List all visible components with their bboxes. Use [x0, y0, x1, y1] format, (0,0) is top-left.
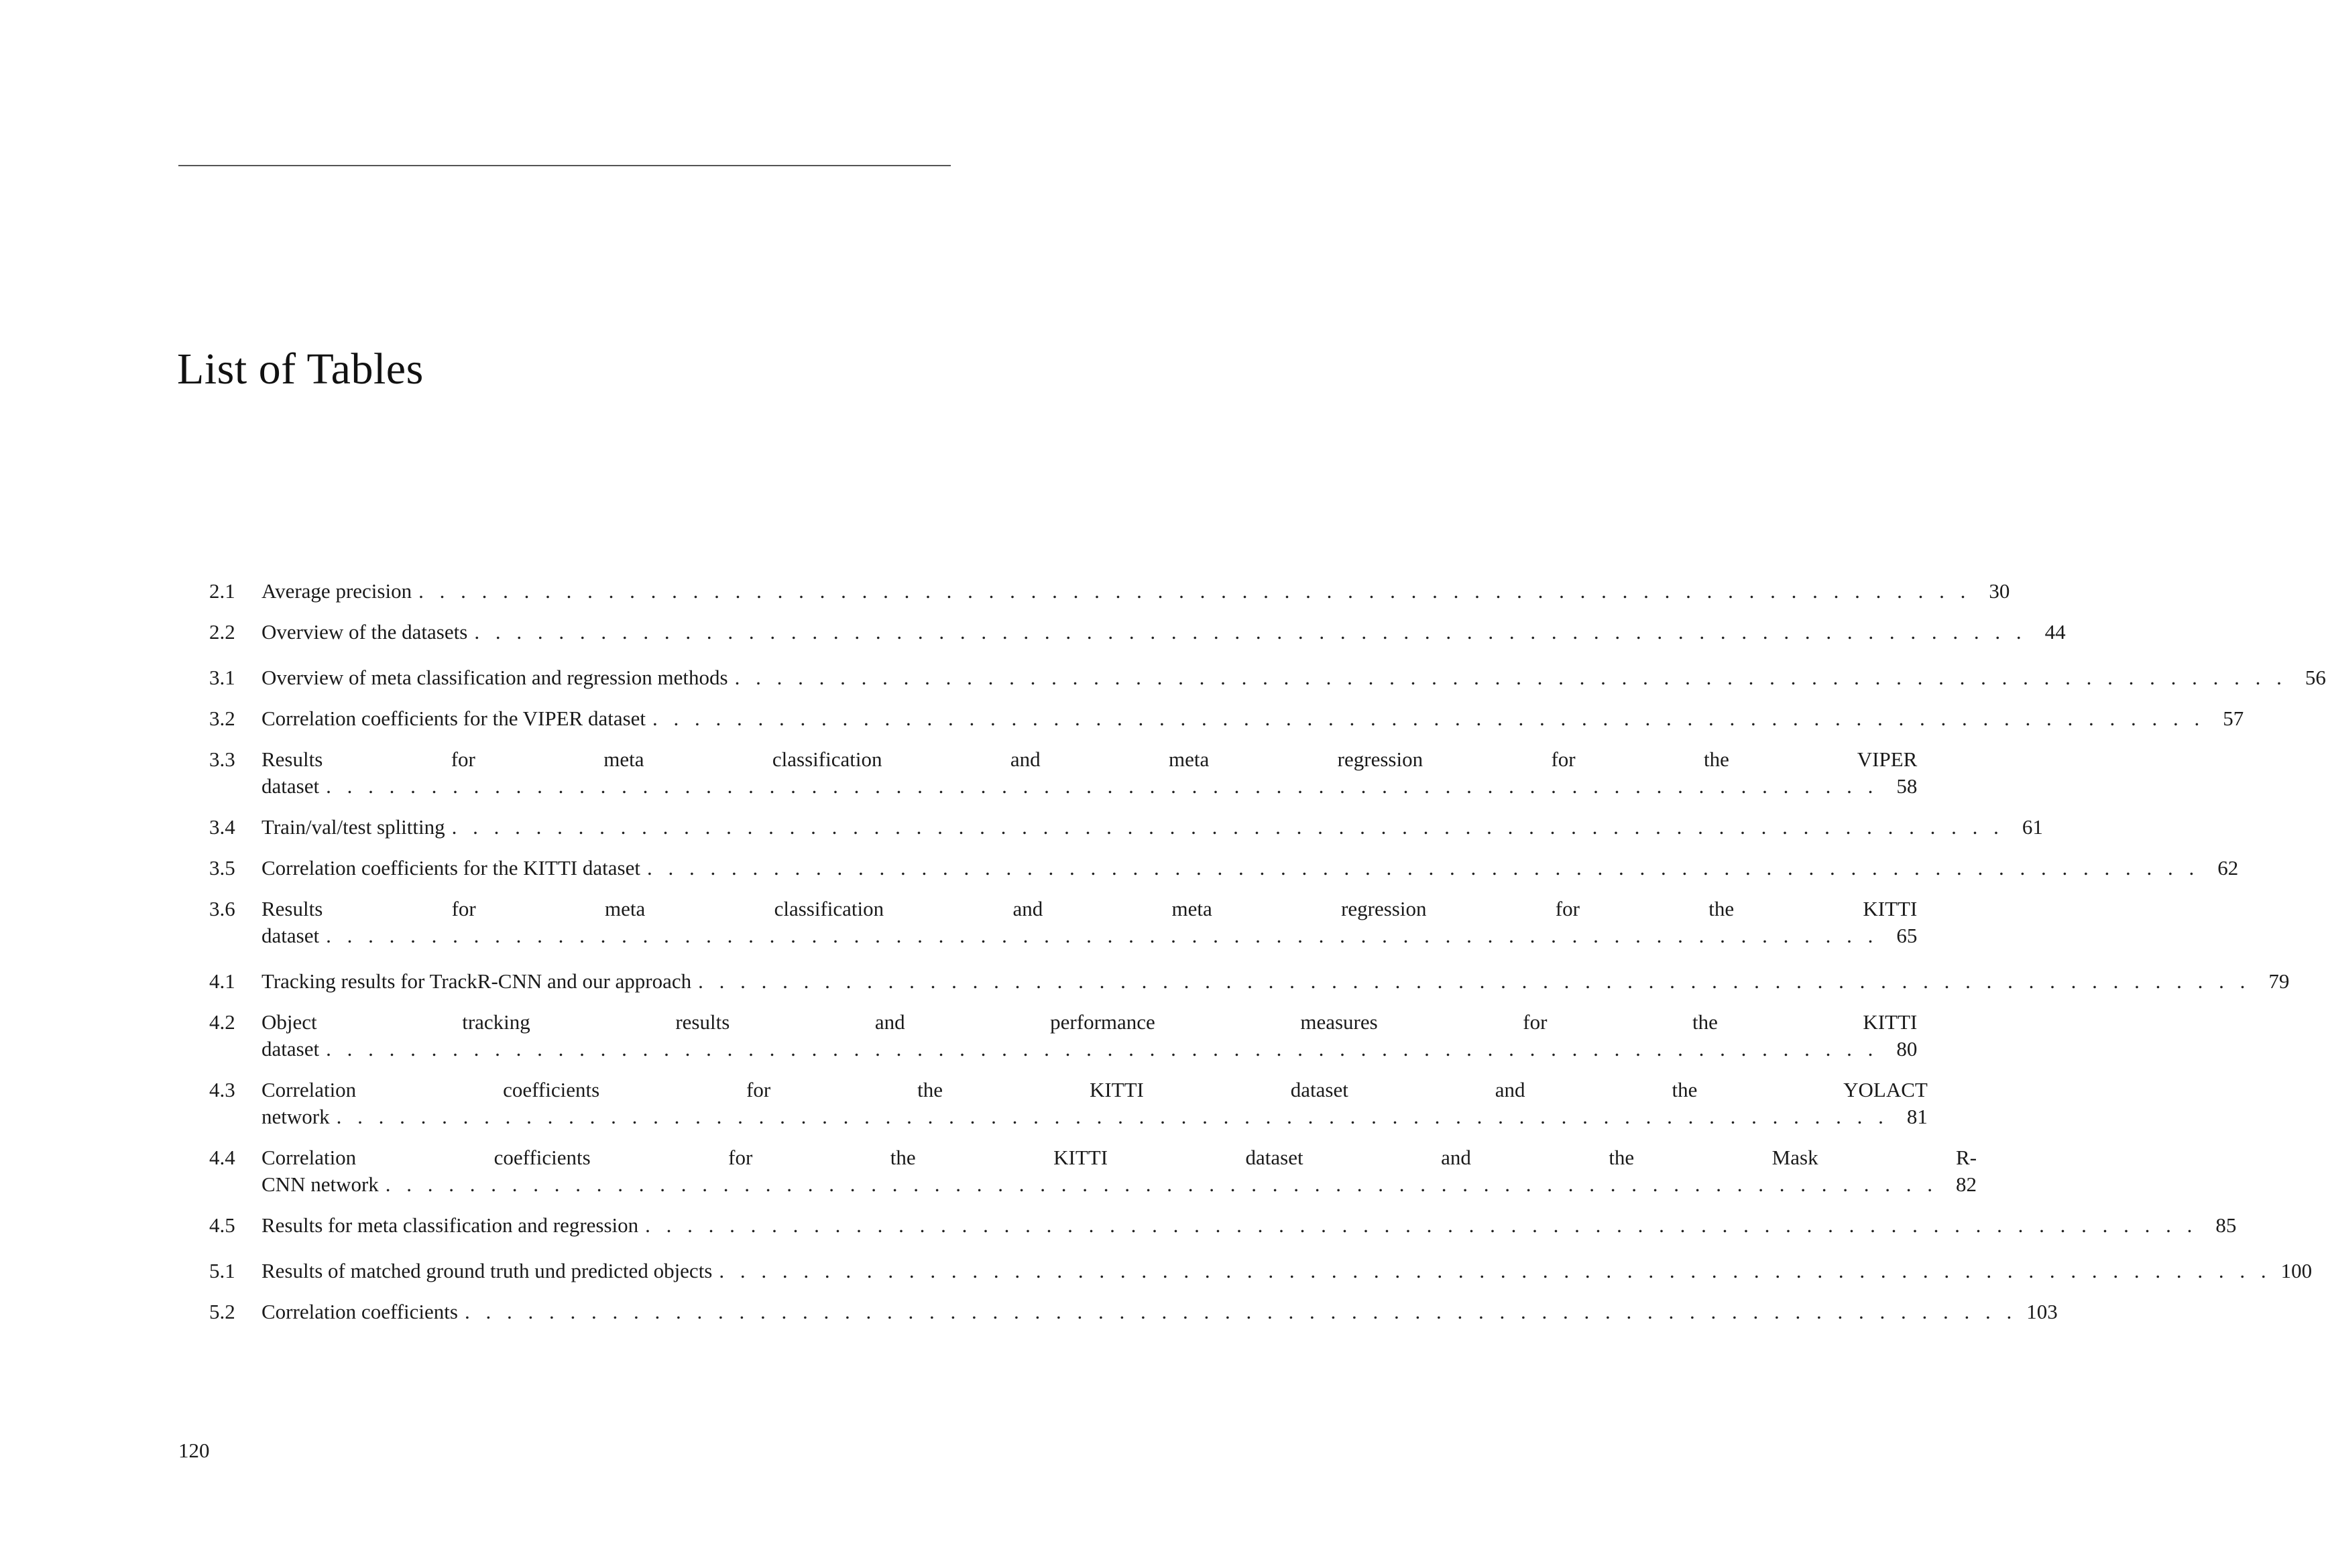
lot-entry[interactable]	[209, 896, 1918, 949]
page-reference[interactable]: 81	[1906, 1105, 1928, 1128]
entry-body	[261, 746, 1917, 800]
page-reference[interactable]: 56	[2305, 666, 2326, 689]
table-caption[interactable]: Overview of the datasets	[261, 620, 468, 644]
lot-entry[interactable]	[209, 855, 2239, 882]
table-number: 3.1	[209, 666, 235, 689]
table-number: 3.2	[209, 707, 235, 730]
table-caption[interactable]: network	[261, 1105, 330, 1128]
page-reference[interactable]: 65	[1896, 924, 1918, 947]
page-title: List of Tables	[177, 345, 424, 394]
page-reference[interactable]: 100	[2280, 1259, 2313, 1282]
dot-leader	[319, 1036, 1887, 1063]
table-caption-first-line: Correlation coefficients for the KITTI dataset and the YOLACT	[261, 1078, 1928, 1101]
table-number: 2.1	[209, 579, 235, 603]
list-of-tables	[209, 578, 2326, 1344]
table-caption[interactable]: Train/val/test splitting	[261, 815, 445, 839]
caption-last-line	[261, 1258, 2312, 1284]
caption-last-line	[261, 855, 2238, 882]
caption-last-line	[261, 664, 2326, 691]
entry-body	[261, 578, 2010, 605]
entry-body	[261, 1009, 1917, 1063]
lot-entry[interactable]	[209, 1258, 2313, 1284]
lot-entry[interactable]	[209, 664, 2326, 691]
dot-leader	[379, 1171, 1947, 1198]
table-number: 4.5	[209, 1213, 235, 1237]
lot-group	[209, 664, 2326, 949]
table-caption[interactable]: dataset	[261, 924, 320, 947]
lot-entry[interactable]	[209, 1009, 1918, 1063]
table-number: 2.2	[209, 620, 235, 644]
page-reference[interactable]: 57	[2223, 707, 2244, 730]
caption-last-line	[261, 1036, 1917, 1063]
lot-group	[209, 968, 2290, 1239]
header-rule	[178, 165, 951, 166]
entry-body	[261, 968, 2289, 995]
caption-last-line	[261, 1103, 1928, 1130]
dot-leader	[728, 664, 2296, 691]
caption-last-line	[261, 578, 2010, 605]
caption-last-line	[261, 705, 2244, 732]
lot-entry[interactable]	[209, 1212, 2237, 1239]
table-number: 5.1	[209, 1259, 235, 1282]
lot-entry[interactable]	[209, 746, 1918, 800]
page-reference[interactable]: 58	[1896, 774, 1918, 798]
lot-entry[interactable]	[209, 705, 2244, 732]
page-number: 120	[178, 1439, 210, 1462]
table-caption[interactable]: dataset	[261, 774, 320, 798]
table-caption[interactable]: Correlation coefficients	[261, 1300, 458, 1323]
table-caption[interactable]: dataset	[261, 1037, 320, 1061]
entry-body	[261, 705, 2244, 732]
caption-last-line	[261, 922, 1917, 949]
entry-body	[261, 814, 2043, 841]
page-reference[interactable]: 80	[1896, 1037, 1918, 1061]
table-number: 4.4	[209, 1146, 235, 1169]
entry-body	[261, 1258, 2312, 1284]
page-reference[interactable]: 44	[2044, 620, 2066, 644]
table-number: 4.1	[209, 969, 235, 993]
page-reference[interactable]: 61	[2022, 815, 2043, 839]
dot-leader	[412, 578, 1980, 605]
dot-leader	[319, 773, 1887, 800]
table-caption[interactable]: Tracking results for TrackR-CNN and our approach	[261, 969, 692, 993]
entry-body	[261, 1212, 2236, 1239]
lot-entry[interactable]	[209, 814, 2043, 841]
table-caption-first-line: Results for meta classification and meta regression for the VIPER	[261, 747, 1918, 771]
dot-leader	[712, 1258, 2280, 1284]
table-number: 3.6	[209, 897, 235, 920]
table-caption-first-line: Results for meta classification and meta regression for the KITTI	[261, 897, 1918, 920]
table-caption-first-line: Correlation coefficients for the KITTI dataset and the Mask R-	[261, 1146, 1977, 1169]
page-reference[interactable]: 79	[2268, 969, 2290, 993]
caption-last-line	[261, 1299, 2058, 1325]
table-caption[interactable]: Overview of meta classification and regression methods	[261, 666, 728, 689]
entry-body	[261, 1144, 1977, 1198]
dot-leader	[445, 814, 2014, 841]
lot-entry[interactable]	[209, 619, 2066, 646]
entry-body	[261, 664, 2326, 691]
lot-entry[interactable]	[209, 1299, 2058, 1325]
table-caption-first-line: Object tracking results and performance measures for the KITTI	[261, 1010, 1918, 1034]
dot-leader	[467, 619, 2036, 646]
table-caption[interactable]: Correlation coefficients for the KITTI dataset	[261, 856, 640, 880]
table-caption[interactable]: CNN network	[261, 1172, 379, 1196]
entry-body	[261, 619, 2066, 646]
dot-leader	[458, 1299, 2026, 1325]
dot-leader	[638, 1212, 2207, 1239]
lot-entry[interactable]	[209, 968, 2290, 995]
lot-entry[interactable]	[209, 578, 2010, 605]
dot-leader	[691, 968, 2260, 995]
table-number: 3.5	[209, 856, 235, 880]
table-caption[interactable]: Average precision	[261, 579, 412, 603]
dot-leader	[330, 1103, 1898, 1130]
table-caption[interactable]: Results for meta classification and regression	[261, 1213, 639, 1237]
table-number: 3.3	[209, 747, 235, 771]
table-number: 4.3	[209, 1078, 235, 1101]
lot-group	[209, 578, 2066, 646]
caption-last-line	[261, 773, 1917, 800]
table-caption[interactable]: Correlation coefficients for the VIPER dataset	[261, 707, 646, 730]
table-caption[interactable]: Results of matched ground truth und predicted objects	[261, 1259, 713, 1282]
caption-last-line	[261, 1212, 2236, 1239]
table-number: 5.2	[209, 1300, 235, 1323]
entry-body	[261, 1299, 2058, 1325]
caption-last-line	[261, 1171, 1977, 1198]
page-reference[interactable]: 82	[1956, 1172, 1977, 1196]
table-number: 4.2	[209, 1010, 235, 1034]
dot-leader	[646, 705, 2214, 732]
entry-body	[261, 1077, 1928, 1130]
lot-entry[interactable]	[209, 1077, 1928, 1130]
caption-last-line	[261, 619, 2066, 646]
lot-entry[interactable]	[209, 1144, 1977, 1198]
entry-body	[261, 855, 2238, 882]
page-reference[interactable]: 62	[2217, 856, 2239, 880]
dot-leader	[319, 922, 1887, 949]
page-reference[interactable]: 85	[2215, 1213, 2237, 1237]
dot-leader	[640, 855, 2209, 882]
table-number: 3.4	[209, 815, 235, 839]
page-reference[interactable]: 103	[2026, 1300, 2058, 1323]
caption-last-line	[261, 814, 2043, 841]
page-reference[interactable]: 30	[1989, 579, 2010, 603]
caption-last-line	[261, 968, 2289, 995]
lot-group	[209, 1258, 2313, 1325]
entry-body	[261, 896, 1917, 949]
